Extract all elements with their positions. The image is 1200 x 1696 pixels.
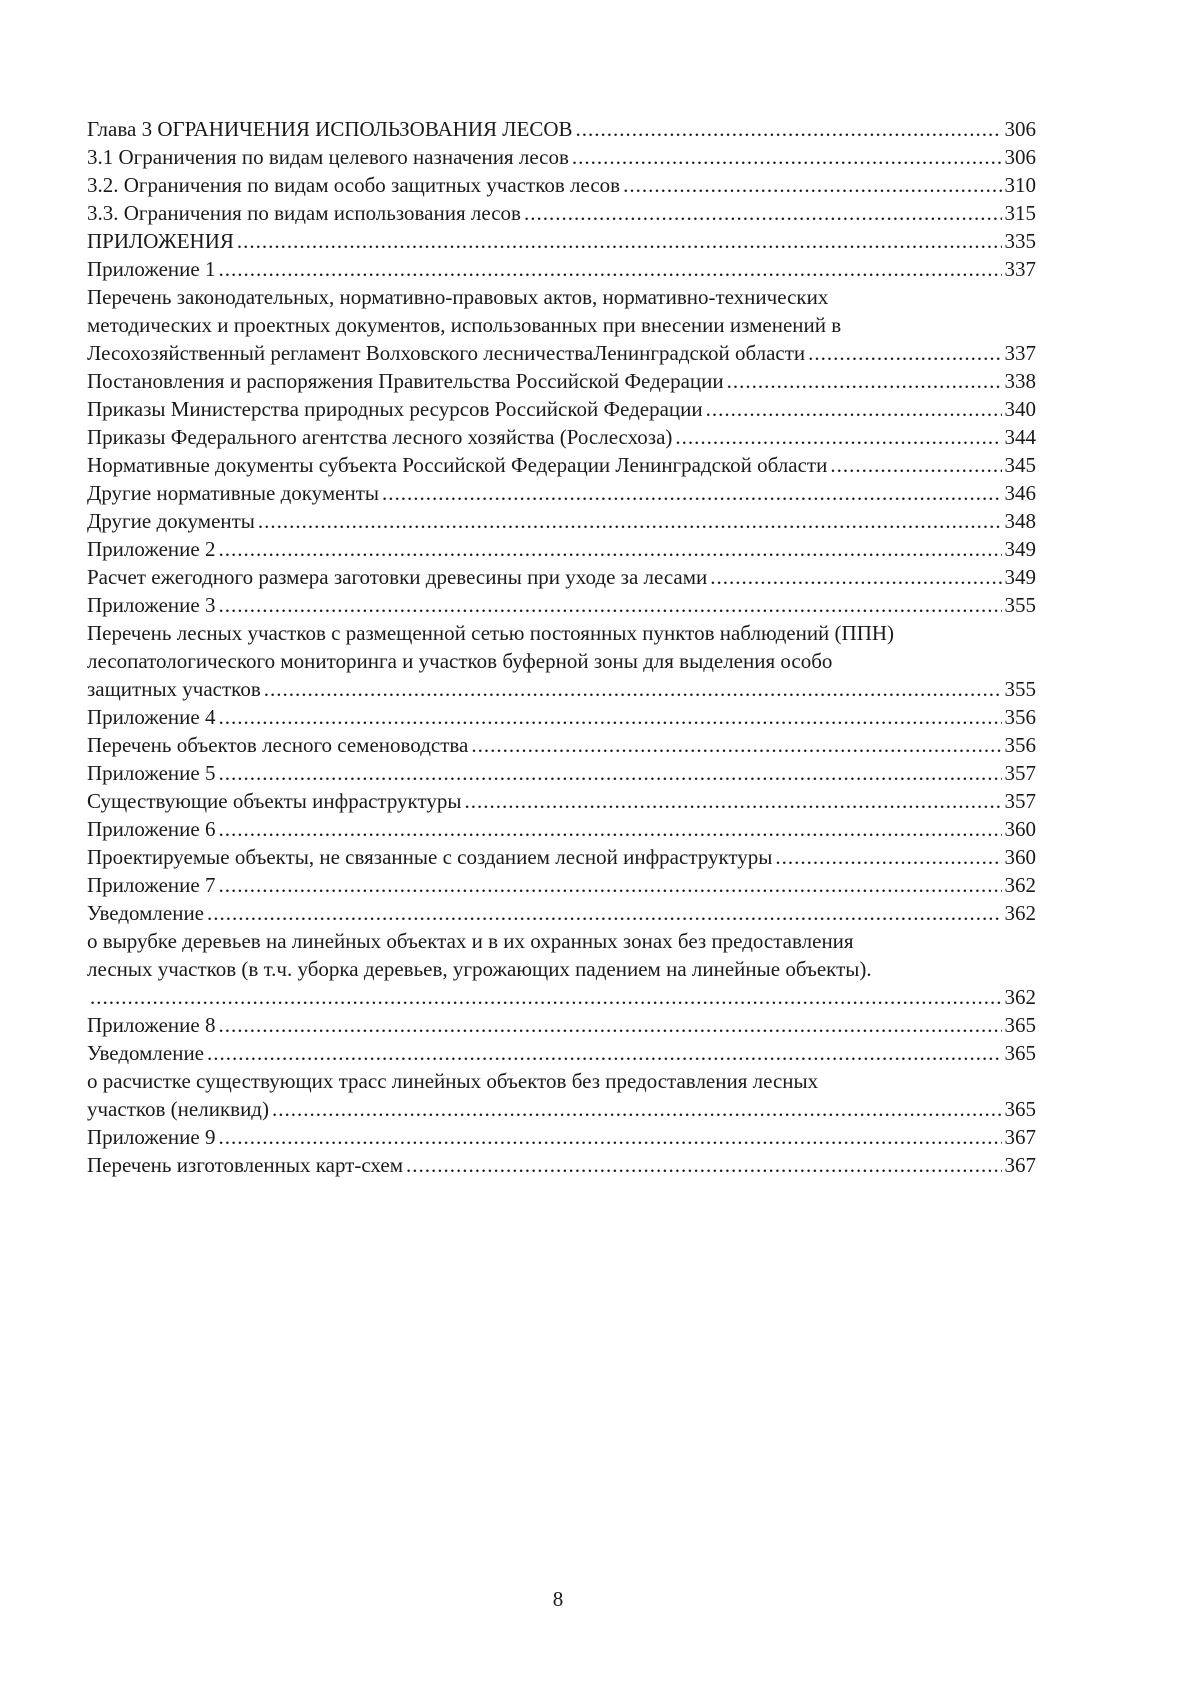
- dot-leader: [471, 731, 1001, 759]
- toc-entry[interactable]: [87, 283, 1036, 367]
- toc-page-number: 355: [1004, 677, 1036, 701]
- toc-row: [87, 563, 1036, 591]
- toc-entry[interactable]: [87, 703, 1036, 731]
- dot-leader: [524, 199, 1002, 227]
- toc-entry-title: Приложение 6: [87, 817, 216, 841]
- toc-page-number: 349: [1004, 565, 1036, 589]
- toc-row: [87, 675, 1036, 703]
- toc-entry[interactable]: [87, 843, 1036, 871]
- table-of-contents: [87, 115, 1036, 1179]
- toc-row: [87, 255, 1036, 283]
- toc-entry[interactable]: [87, 507, 1036, 535]
- dot-leader: [706, 395, 1002, 423]
- dot-leader: [218, 255, 1001, 283]
- toc-row: [87, 451, 1036, 479]
- toc-page-number: 356: [1004, 705, 1036, 729]
- toc-row: [87, 339, 1036, 367]
- toc-page-number: 348: [1004, 509, 1036, 533]
- toc-entry-title: 3.1 Ограничения по видам целевого назначения лесов: [87, 145, 569, 169]
- toc-entry[interactable]: [87, 171, 1036, 199]
- toc-entry-title: Приложение 4: [87, 705, 216, 729]
- toc-entry-title: ПРИЛОЖЕНИЯ: [87, 229, 234, 253]
- toc-entry[interactable]: [87, 1039, 1036, 1067]
- toc-row: [87, 1151, 1036, 1179]
- toc-page-number: 345: [1004, 453, 1036, 477]
- toc-page-number: 365: [1004, 1041, 1036, 1065]
- dot-leader: [808, 339, 1001, 367]
- toc-row: [87, 395, 1036, 423]
- toc-entry-title: 3.3. Ограничения по видам использования лесов: [87, 201, 521, 225]
- toc-entry[interactable]: [87, 367, 1036, 395]
- toc-row: [87, 199, 1036, 227]
- toc-page-number: 367: [1004, 1125, 1036, 1149]
- toc-entry-title: Уведомление: [87, 1041, 205, 1065]
- toc-entry[interactable]: [87, 395, 1036, 423]
- toc-entry-title: Существующие объекты инфраструктуры: [87, 789, 462, 813]
- toc-entry[interactable]: [87, 899, 1036, 927]
- toc-row: [87, 423, 1036, 451]
- toc-entry-text-line: лесных участков (в т.ч. уборка деревьев, угрожающих падением на линейные объекты).: [87, 957, 872, 981]
- toc-entry[interactable]: [87, 115, 1036, 143]
- toc-page-number: 344: [1004, 425, 1036, 449]
- toc-entry-title: Другие документы: [87, 509, 255, 533]
- toc-page-number: 365: [1004, 1097, 1036, 1121]
- toc-row: [87, 983, 1036, 1011]
- toc-entry-text-line: лесопатологического мониторинга и участков буферной зоны для выделения особо: [87, 649, 833, 673]
- dot-leader: [207, 1039, 1001, 1067]
- toc-entry[interactable]: [87, 227, 1036, 255]
- dot-leader: [464, 787, 1001, 815]
- toc-entry-text-line: о расчистке существующих трасс линейных объектов без предоставления лесных: [87, 1069, 819, 1093]
- toc-page-number: 362: [1004, 901, 1036, 925]
- toc-row: [87, 1123, 1036, 1151]
- toc-row: [87, 507, 1036, 535]
- toc-entry[interactable]: [87, 1123, 1036, 1151]
- toc-entry[interactable]: [87, 591, 1036, 619]
- toc-entry[interactable]: [87, 563, 1036, 591]
- toc-row: [87, 479, 1036, 507]
- dot-leader: [572, 143, 1002, 171]
- toc-entry-title: Приложение 9: [87, 1125, 216, 1149]
- toc-row: [87, 787, 1036, 815]
- toc-entry[interactable]: [87, 787, 1036, 815]
- toc-row: [87, 1095, 1036, 1123]
- toc-entry[interactable]: [87, 759, 1036, 787]
- dot-leader: [218, 1011, 1001, 1039]
- dot-leader: [830, 451, 1001, 479]
- dot-leader: [218, 871, 1001, 899]
- toc-row: [87, 171, 1036, 199]
- toc-entry[interactable]: [87, 1067, 1036, 1123]
- toc-entry-title: Глава 3 ОГРАНИЧЕНИЯ ИСПОЛЬЗОВАНИЯ ЛЕСОВ: [87, 117, 573, 141]
- toc-entry-title: Перечень изготовленных карт-схем: [87, 1153, 403, 1177]
- toc-page-number: 367: [1004, 1153, 1036, 1177]
- toc-entry[interactable]: [87, 815, 1036, 843]
- toc-entry-text-line: Перечень законодательных, нормативно-правовых актов, нормативно-технических: [87, 285, 829, 309]
- dot-leader: [218, 535, 1001, 563]
- dot-leader: [90, 983, 1002, 1011]
- toc-entry[interactable]: [87, 255, 1036, 283]
- toc-row: [87, 759, 1036, 787]
- toc-page-number: 340: [1004, 397, 1036, 421]
- dot-leader: [576, 115, 1002, 143]
- toc-row: [87, 367, 1036, 395]
- toc-row: [87, 591, 1036, 619]
- toc-row: [87, 843, 1036, 871]
- toc-entry-title: Приказы Министерства природных ресурсов Российской Федерации: [87, 397, 703, 421]
- dot-leader: [710, 563, 1001, 591]
- toc-page-number: 349: [1004, 537, 1036, 561]
- toc-page-number: 306: [1004, 145, 1036, 169]
- toc-page-number: 360: [1004, 817, 1036, 841]
- toc-page-number: 357: [1004, 789, 1036, 813]
- toc-row: [87, 1039, 1036, 1067]
- dot-leader: [727, 367, 1002, 395]
- toc-page-number: 335: [1004, 229, 1036, 253]
- toc-row: [87, 535, 1036, 563]
- toc-entry-title: Лесохозяйственный регламент Волховского лесничестваЛенинградской области: [87, 341, 806, 365]
- dot-leader: [258, 507, 1002, 535]
- toc-row: [87, 731, 1036, 759]
- dot-leader: [382, 479, 1001, 507]
- toc-entry-title: Приложение 3: [87, 593, 216, 617]
- dot-leader: [218, 1123, 1001, 1151]
- dot-leader: [218, 759, 1001, 787]
- toc-entry-title: Приложение 5: [87, 761, 216, 785]
- toc-entry-title: Расчет ежегодного размера заготовки древесины при уходе за лесами: [87, 565, 708, 589]
- toc-row: [87, 899, 1036, 927]
- toc-page-number: 365: [1004, 1013, 1036, 1037]
- toc-row: [87, 871, 1036, 899]
- toc-page-number: 310: [1004, 173, 1036, 197]
- toc-entry-text-line: методических и проектных документов, использованных при внесении изменений в: [87, 313, 842, 337]
- toc-entry-title: Другие нормативные документы: [87, 481, 380, 505]
- dot-leader: [675, 423, 1001, 451]
- toc-entry[interactable]: [87, 451, 1036, 479]
- toc-entry[interactable]: [87, 479, 1036, 507]
- dot-leader: [272, 1095, 1002, 1123]
- dot-leader: [218, 703, 1001, 731]
- toc-entry-title: Перечень объектов лесного семеноводства: [87, 733, 469, 757]
- toc-row: [87, 815, 1036, 843]
- toc-entry[interactable]: [87, 199, 1036, 227]
- dot-leader: [623, 171, 1001, 199]
- toc-entry[interactable]: [87, 143, 1036, 171]
- dot-leader: [218, 591, 1001, 619]
- toc-entry-title: участков (неликвид): [87, 1097, 269, 1121]
- dot-leader: [218, 815, 1001, 843]
- page-number: 8: [552, 1587, 564, 1611]
- toc-entry[interactable]: [87, 1011, 1036, 1039]
- toc-entry-title: защитных участков: [87, 677, 261, 701]
- dot-leader: [264, 675, 1002, 703]
- dot-leader: [237, 227, 1002, 255]
- toc-entry-title: Приложение 8: [87, 1013, 216, 1037]
- toc-entry[interactable]: [87, 731, 1036, 759]
- toc-entry[interactable]: [87, 619, 1036, 703]
- dot-leader: [406, 1151, 1002, 1179]
- toc-entry-title: Приказы Федерального агентства лесного хозяйства (Рослесхоза): [87, 425, 673, 449]
- toc-entry-title: 3.2. Ограничения по видам особо защитных участков лесов: [87, 173, 621, 197]
- toc-entry-title: Постановления и распоряжения Правительства Российской Федерации: [87, 369, 724, 393]
- toc-page-number: 360: [1004, 845, 1036, 869]
- toc-row: [87, 143, 1036, 171]
- toc-row: [87, 115, 1036, 143]
- dot-leader: [207, 899, 1001, 927]
- toc-page-number: 356: [1004, 733, 1036, 757]
- toc-entry[interactable]: [87, 1151, 1036, 1179]
- toc-entry-title: Уведомление: [87, 901, 205, 925]
- toc-entry-title: Приложение 7: [87, 873, 216, 897]
- toc-entry[interactable]: [87, 535, 1036, 563]
- toc-entry-title: Нормативные документы субъекта Российской Федерации Ленинградской области: [87, 453, 828, 477]
- toc-page-number: 337: [1004, 341, 1036, 365]
- toc-page-number: 362: [1004, 985, 1036, 1009]
- toc-entry-text-line: Перечень лесных участков с размещенной сетью постоянных пунктов наблюдений (ППН): [87, 621, 895, 645]
- toc-entry-title: Приложение 2: [87, 537, 216, 561]
- toc-page-number: 315: [1004, 201, 1036, 225]
- toc-page-number: 346: [1004, 481, 1036, 505]
- dot-leader: [775, 843, 1001, 871]
- toc-page-number: 337: [1004, 257, 1036, 281]
- toc-row: [87, 227, 1036, 255]
- toc-page-number: 355: [1004, 593, 1036, 617]
- toc-page-number: 362: [1004, 873, 1036, 897]
- toc-entry[interactable]: [87, 423, 1036, 451]
- toc-page-number: 338: [1004, 369, 1036, 393]
- toc-row: [87, 703, 1036, 731]
- toc-entry-title: Приложение 1: [87, 257, 216, 281]
- toc-entry[interactable]: [87, 927, 1036, 1011]
- toc-entry-title: Проектируемые объекты, не связанные с созданием лесной инфраструктуры: [87, 845, 773, 869]
- toc-page-number: 357: [1004, 761, 1036, 785]
- toc-page-number: 306: [1004, 117, 1036, 141]
- toc-entry[interactable]: [87, 871, 1036, 899]
- toc-row: [87, 1011, 1036, 1039]
- toc-entry-text-line: о вырубке деревьев на линейных объектах и в их охранных зонах без предоставления: [87, 929, 854, 953]
